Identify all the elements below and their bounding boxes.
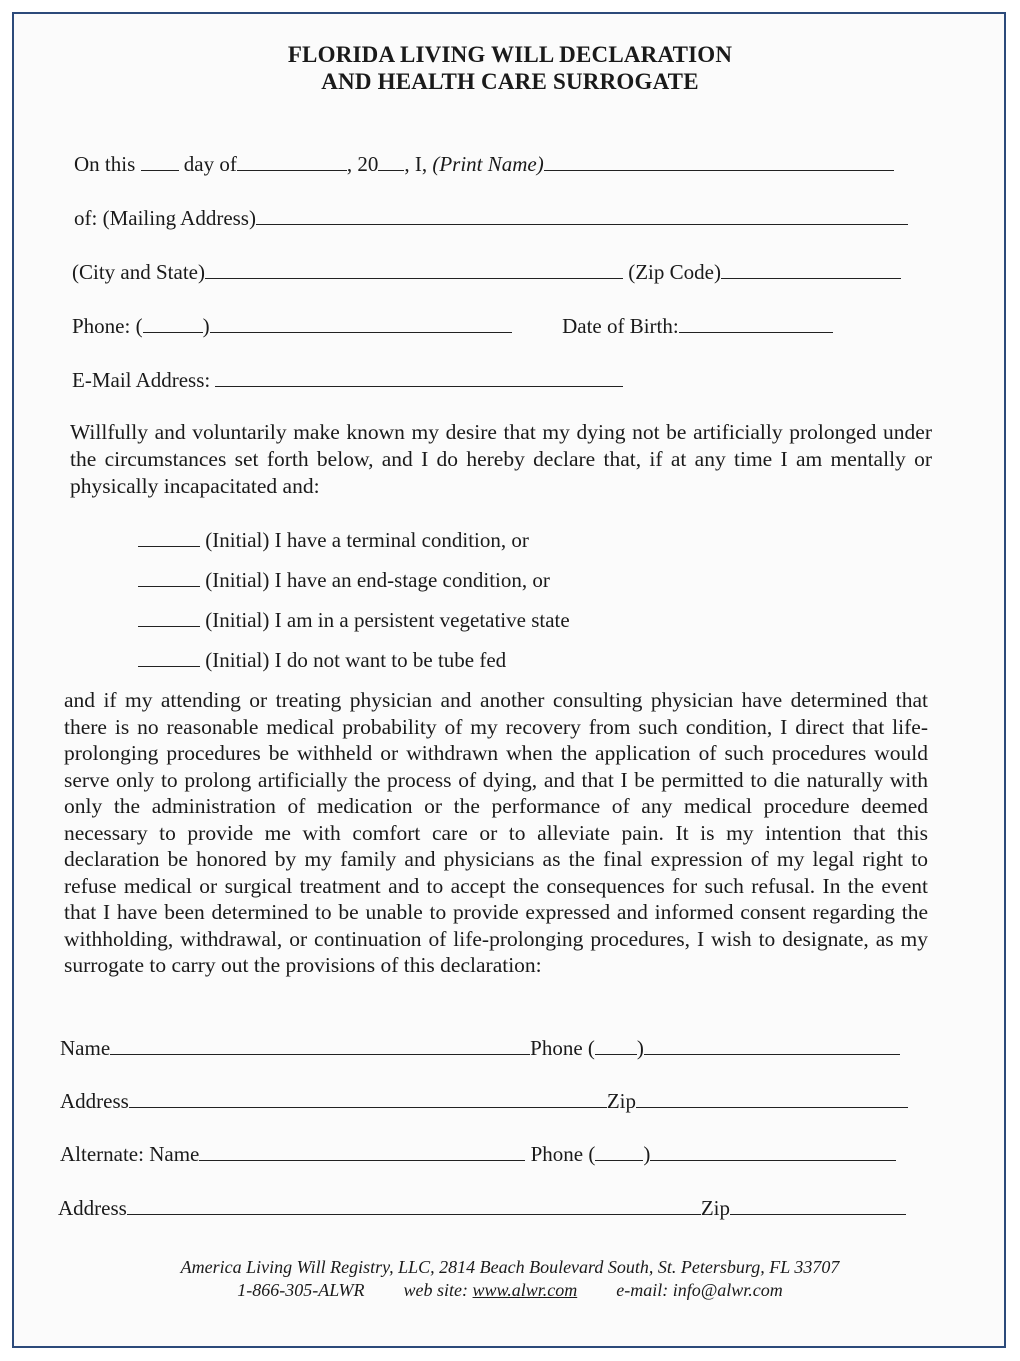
initial-blank[interactable]: [138, 649, 200, 667]
footer-contact: [0, 1279, 1020, 1302]
date-of-birth-blank[interactable]: [679, 315, 833, 333]
alternate-phone-close: ): [643, 1142, 651, 1166]
alternate-name-line: [60, 1142, 896, 1166]
initial-blank[interactable]: [138, 569, 200, 587]
surrogate-name-line: [60, 1036, 900, 1060]
alternate-phone-label: Phone (: [530, 1142, 596, 1166]
declaration-paragraph: Willfully and voluntarily make known my desire that my dying not be artificially prolonged under the circumstances set forth below, and I do hereby declare that, if at any time I am mentally or physically incapacitated and:: [70, 420, 932, 498]
day-blank[interactable]: [141, 153, 179, 171]
surrogate-address-blank[interactable]: [129, 1090, 607, 1108]
phone-line: [72, 314, 833, 338]
print-name-blank[interactable]: [544, 153, 894, 171]
alternate-address-label: Address: [58, 1196, 127, 1220]
mailing-address-label: of: (Mailing Address): [74, 206, 256, 230]
footer-email[interactable]: info@alwr.com: [672, 1280, 783, 1300]
initial-blank[interactable]: [138, 529, 200, 547]
date-of-birth-label: Date of Birth:: [562, 314, 679, 338]
initial-blank[interactable]: [138, 609, 200, 627]
alternate-name-blank[interactable]: [199, 1143, 525, 1161]
phone-blank[interactable]: [210, 315, 512, 333]
email-label: E-Mail Address:: [72, 368, 211, 392]
city-state-label: (City and State): [72, 260, 205, 284]
city-state-line: [72, 260, 901, 284]
mailing-address-line: [74, 206, 908, 230]
alternate-phone-blank[interactable]: [650, 1143, 896, 1161]
alternate-zip-label: Zip: [700, 1196, 730, 1220]
initial-item-vegetative: [138, 608, 570, 632]
surrogate-zip-label: Zip: [606, 1089, 636, 1113]
footer-email-label: e-mail:: [616, 1280, 669, 1300]
email-line: [72, 368, 623, 392]
surrogate-area-code-blank[interactable]: [595, 1037, 637, 1055]
alternate-address-line: [58, 1196, 906, 1220]
initial-text: (Initial) I am in a persistent vegetative state: [205, 608, 570, 632]
alternate-area-code-blank[interactable]: [595, 1143, 643, 1161]
surrogate-phone-label: Phone (: [530, 1036, 595, 1060]
year-prefix-label: , 20: [346, 152, 379, 176]
form-title-line2: AND HEALTH CARE SURROGATE: [321, 69, 699, 94]
footer-web-link[interactable]: www.alwr.com: [472, 1280, 578, 1300]
initial-text: (Initial) I have a terminal condition, or: [205, 528, 529, 552]
footer-phone: 1-866-305-ALWR: [237, 1280, 365, 1300]
phone-close-paren: ): [202, 314, 210, 338]
initial-text: (Initial) I do not want to be tube fed: [205, 648, 507, 672]
on-this-label: On this: [74, 152, 136, 176]
form-title-line1: FLORIDA LIVING WILL DECLARATION: [287, 42, 733, 67]
surrogate-phone-blank[interactable]: [644, 1037, 900, 1055]
area-code-blank[interactable]: [143, 315, 203, 333]
phone-label: Phone: (: [72, 314, 143, 338]
print-name-label: (Print Name): [432, 152, 544, 176]
zip-code-blank[interactable]: [721, 261, 901, 279]
alternate-zip-blank[interactable]: [730, 1197, 906, 1215]
surrogate-name-blank[interactable]: [110, 1037, 530, 1055]
email-blank[interactable]: [215, 369, 623, 387]
initial-text: (Initial) I have an end-stage condition, or: [205, 568, 550, 592]
day-of-label: day of: [183, 152, 237, 176]
surrogate-address-line: [60, 1089, 908, 1113]
year-blank[interactable]: [378, 153, 404, 171]
intro-line: [74, 152, 894, 176]
initial-item-end-stage: [138, 568, 550, 592]
footer-address: America Living Will Registry, LLC, 2814 Beach Boulevard South, St. Petersburg, FL 33707: [180, 1257, 840, 1277]
initial-item-terminal: [138, 528, 529, 552]
surrogate-address-label: Address: [60, 1089, 129, 1113]
footer-web-label: web site:: [403, 1280, 469, 1300]
surrogate-phone-close: ): [636, 1036, 644, 1060]
zip-code-label: (Zip Code): [628, 260, 721, 284]
surrogate-zip-blank[interactable]: [636, 1090, 908, 1108]
i-label: , I,: [404, 152, 428, 176]
alternate-address-blank[interactable]: [127, 1197, 701, 1215]
month-blank[interactable]: [237, 153, 347, 171]
mailing-address-blank[interactable]: [256, 207, 908, 225]
surrogate-name-label: Name: [60, 1036, 111, 1060]
physician-paragraph: and if my attending or treating physician and another consulting physician have determined that there is no reasonable medical probability of my recovery from such condition, I direct that life-prolonging procedures be withheld or withdrawn when the application of such procedures would serve only to prolong artificially the process of dying, and that I be permitted to die naturally with only the administration of medication or the performance of any medical procedure deemed necessary to provide me with comfort care or to alleviate pain. It is my intention that this declaration be honored by my family and physicians as the final expression of my legal right to refuse medical or surgical treatment and to accept the consequences for such refusal. In the event that I have been determined to be unable to provide expressed and informed consent regarding the withholding, withdrawal, or continuation of life-prolonging procedures, I wish to designate, as my surrogate to carry out the provisions of this declaration:: [64, 688, 928, 977]
alternate-name-label: Alternate: Name: [60, 1142, 200, 1166]
initial-item-tube-fed: [138, 648, 506, 672]
city-state-blank[interactable]: [205, 261, 623, 279]
